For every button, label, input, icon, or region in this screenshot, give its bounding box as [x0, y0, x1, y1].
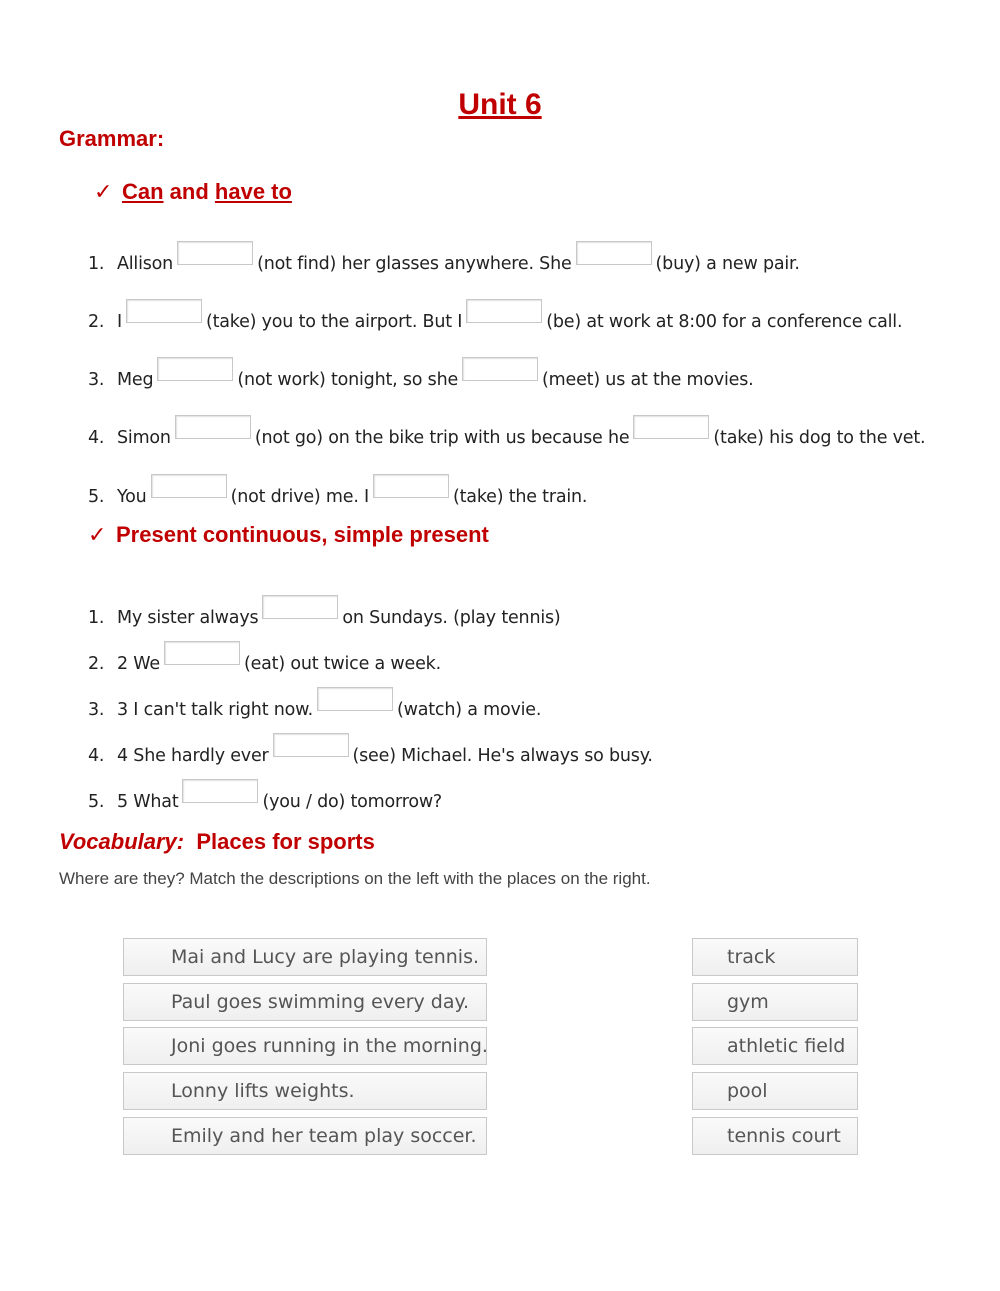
match-description-card[interactable]: Lonny lifts weights.	[123, 1072, 487, 1110]
item-number: 1.	[88, 254, 105, 274]
vocabulary-instruction: Where are they? Match the descriptions on the left with the places on the right.	[59, 869, 651, 888]
item-text: Simon	[117, 428, 171, 448]
item-text: (not go) on the bike trip with us because he	[254, 428, 630, 448]
item-number: 3.	[88, 700, 105, 720]
vocabulary-heading	[59, 829, 375, 855]
item-text: (take) his dog to the vet.	[713, 428, 926, 448]
heading-word-can: Can	[122, 179, 164, 204]
item-text: (eat) out twice a week.	[243, 654, 441, 674]
match-description-card[interactable]: Joni goes running in the morning.	[123, 1027, 487, 1065]
item-text: 5 What	[117, 792, 179, 812]
exercise-1-item-5	[88, 474, 587, 507]
exercise-1-item-3	[88, 357, 754, 390]
section-present-tenses-heading	[88, 522, 489, 548]
exercise-2-item-3	[88, 687, 541, 720]
item-text: (take) you to the airport. But I	[205, 312, 463, 332]
item-text: I	[117, 312, 122, 332]
item-number: 2.	[88, 312, 105, 332]
section-can-have-to-heading	[94, 179, 292, 205]
item-text: 2 We	[117, 654, 160, 674]
match-description-card[interactable]: Mai and Lucy are playing tennis.	[123, 938, 487, 976]
answer-input[interactable]	[151, 474, 227, 498]
item-text: (meet) us at the movies.	[542, 370, 754, 390]
match-place-card[interactable]: athletic field	[692, 1027, 858, 1065]
answer-input[interactable]	[576, 241, 652, 265]
item-text: (not find) her glasses anywhere. She	[257, 254, 572, 274]
answer-input[interactable]	[182, 779, 258, 803]
item-number: 3.	[88, 370, 105, 390]
item-text: (watch) a movie.	[397, 700, 542, 720]
item-text: You	[117, 487, 147, 507]
vocabulary-label: Vocabulary:	[59, 829, 185, 854]
item-text: on Sundays. (play tennis)	[342, 608, 561, 628]
item-number: 4.	[88, 746, 105, 766]
answer-input[interactable]	[373, 474, 449, 498]
item-number: 5.	[88, 792, 105, 812]
answer-input[interactable]	[633, 415, 709, 439]
check-icon: ✓	[88, 522, 107, 547]
answer-input[interactable]	[273, 733, 349, 757]
match-description-card[interactable]: Emily and her team play soccer.	[123, 1117, 487, 1155]
exercise-1-item-1	[88, 241, 800, 274]
item-text: (not work) tonight, so she	[237, 370, 459, 390]
answer-input[interactable]	[462, 357, 538, 381]
vocabulary-topic: Places for sports	[196, 829, 375, 854]
check-icon: ✓	[94, 179, 113, 204]
answer-input[interactable]	[157, 357, 233, 381]
item-text: 3 I can't talk right now.	[117, 700, 313, 720]
grammar-heading: Grammar:	[59, 126, 165, 151]
item-text: 4 She hardly ever	[117, 746, 269, 766]
match-place-card[interactable]: pool	[692, 1072, 858, 1110]
exercise-1-item-2	[88, 299, 902, 332]
answer-input[interactable]	[317, 687, 393, 711]
item-text: (see) Michael. He's always so busy.	[352, 746, 653, 766]
item-number: 2.	[88, 654, 105, 674]
answer-input[interactable]	[466, 299, 542, 323]
answer-input[interactable]	[164, 641, 240, 665]
heading-word-and: and	[163, 179, 215, 204]
exercise-2-item-4	[88, 733, 653, 766]
answer-input[interactable]	[262, 595, 338, 619]
match-place-card[interactable]: gym	[692, 983, 858, 1021]
match-description-card[interactable]: Paul goes swimming every day.	[123, 983, 487, 1021]
heading-word-have-to: have to	[214, 179, 292, 204]
heading-text: Present continuous, simple present	[116, 522, 489, 547]
match-place-card[interactable]: track	[692, 938, 858, 976]
exercise-2-item-1	[88, 595, 561, 628]
item-text: Meg	[117, 370, 154, 390]
item-number: 5.	[88, 487, 105, 507]
answer-input[interactable]	[126, 299, 202, 323]
exercise-2-item-5	[88, 779, 442, 812]
item-text: (buy) a new pair.	[655, 254, 800, 274]
answer-input[interactable]	[175, 415, 251, 439]
match-place-card[interactable]: tennis court	[692, 1117, 858, 1155]
item-text: (take) the train.	[453, 487, 588, 507]
item-text: (be) at work at 8:00 for a conference call.	[546, 312, 903, 332]
item-text: Allison	[117, 254, 174, 274]
item-text: My sister always	[117, 608, 259, 628]
item-number: 1.	[88, 608, 105, 628]
item-text: (not drive) me. I	[230, 487, 370, 507]
item-number: 4.	[88, 428, 105, 448]
answer-input[interactable]	[177, 241, 253, 265]
page-title: Unit 6	[458, 88, 542, 121]
exercise-2-item-2	[88, 641, 441, 674]
exercise-1-item-4	[88, 415, 925, 448]
item-text: (you / do) tomorrow?	[262, 792, 443, 812]
